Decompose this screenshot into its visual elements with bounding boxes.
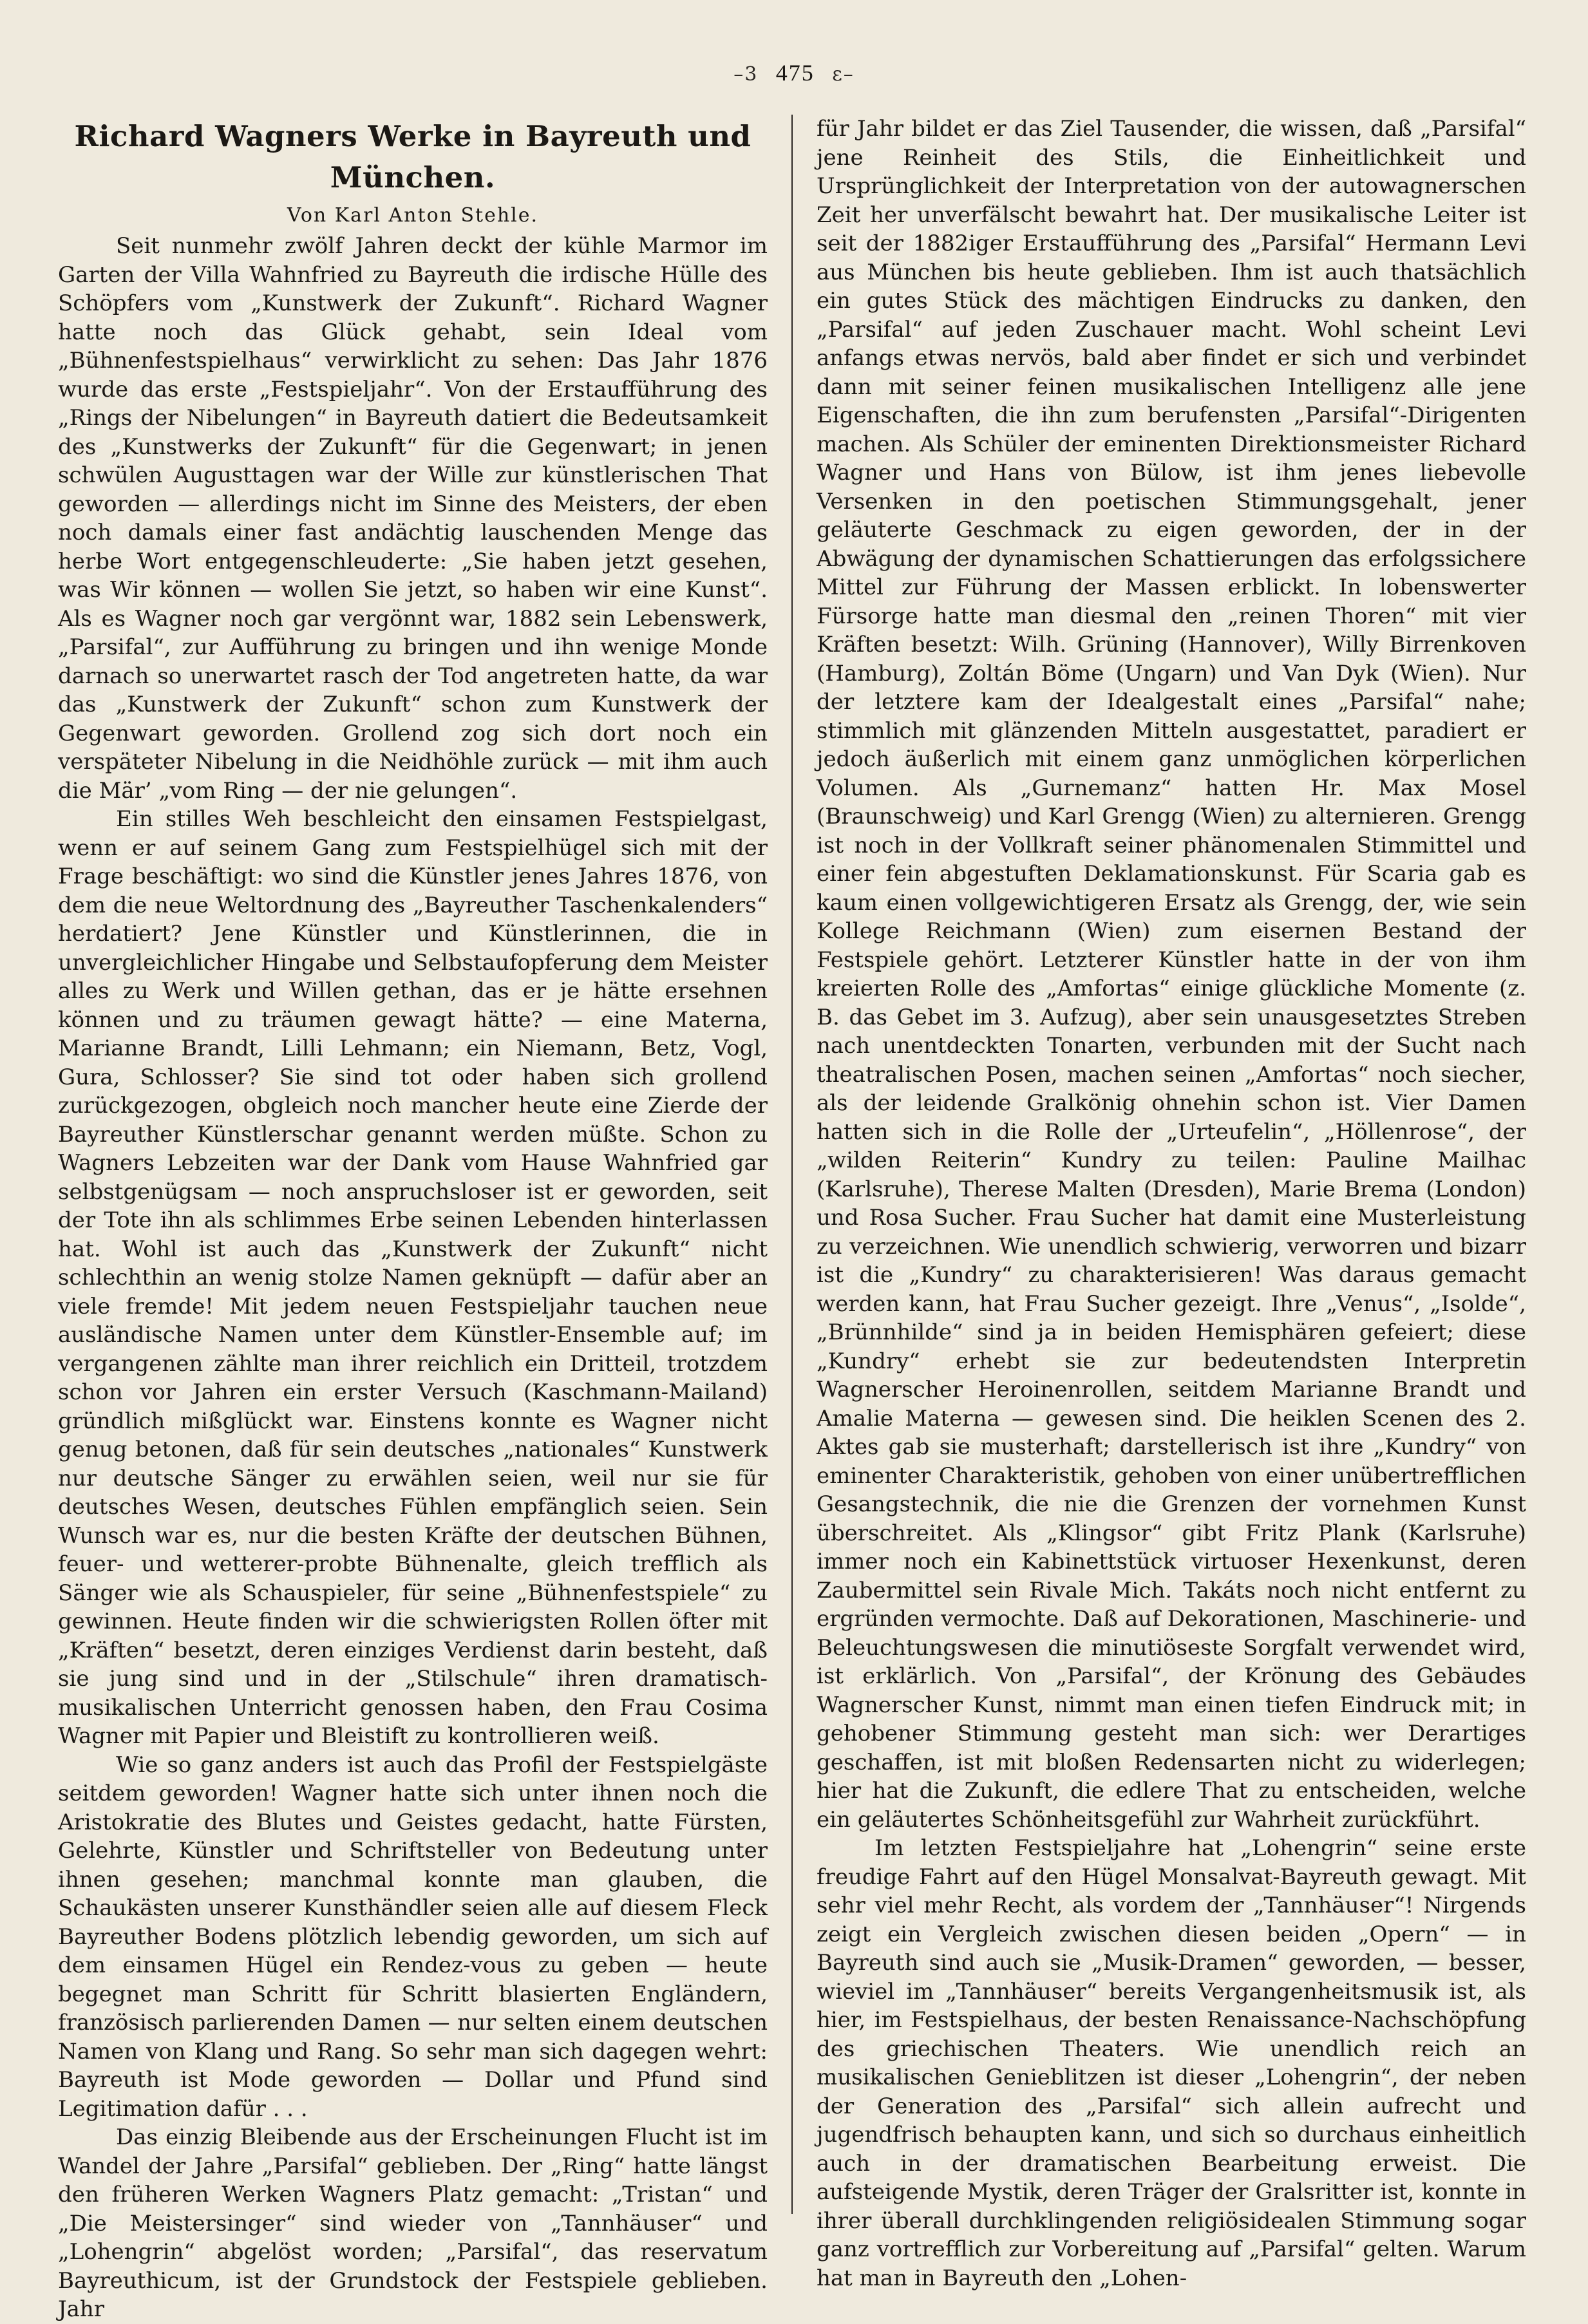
paragraph: Das einzig Bleibende aus der Erscheinungen Flucht ist im Wandel der Jahre „Parsifal“ geblieben. Der „Ring“ hatte längst den früheren Werken Wagners Platz gemacht: „Tristan“ und „Die Meistersinger“ sind wieder von „Tannhäuser“ und „Lohengrin“ abgelöst worden; „Parsifal“, das reservatum Bayreuthicum, ist der Grundstock der Festspiele geblieben. Jahr	[58, 2124, 768, 2322]
right-ornament: ɛ–	[832, 63, 855, 86]
left-column	[58, 115, 768, 2324]
paragraph: Wie so ganz anders ist auch das Profil der Festspielgäste seitdem geworden! Wagner hatte sich unter ihnen noch die Aristokratie des Blutes und Geistes gedacht, hatte Fürsten, Gelehrte, Künstler und Schriftsteller von Bedeutung unter ihnen gesehen; manchmal konnte man glauben, die Schaukästen unserer Kunsthändler seien alle auf diesem Fleck Bayreuther Bodens plötzlich lebendig geworden, um sich auf dem einsamen Hügel ein Rendez-vous zu geben — heute begegnet man Schritt für Schritt blasierten Engländern, französisch parlierenden Damen — nur selten einem deutschen Namen von Klang und Rang. So sehr man sich dagegen wehrt: Bayreuth ist Mode geworden — Dollar und Pfund sind Legitimation dafür . . .	[58, 1752, 768, 2122]
page-header	[0, 59, 1588, 86]
column-divider	[791, 115, 793, 2214]
paragraph: Ein stilles Weh beschleicht den einsamen Festspielgast, wenn er auf seinem Gang zum Festspielhügel sich mit der Frage beschäftigt: wo sind die Künstler jenes Jahres 1876, von dem die neue Weltordnung des „Bayreuther Taschenkalenders“ herdatiert? Jene Künstler und Künstlerinnen, die in unvergleichlicher Hingabe und Selbstaufopferung dem Meister alles zu Werk und Willen gethan, das er je hätte ersehnen können und zu träumen gewagt hätte? — eine Materna, Marianne Brandt, Lilli Lehmann; ein Niemann, Betz, Vogl, Gura, Schlosser? Sie sind tot oder haben sich grollend zurückgezogen, obgleich noch mancher heute eine Zierde der Bayreuther Künstlerschar genannt werden müßte. Schon zu Wagners Lebzeiten war der Dank vom Hause Wahnfried gar selbstgenügsam — noch anspruchsloser ist er geworden, seit der Tote ihn als schlimmes Erbe seinen Lebenden hinterlassen hat. Wohl ist auch das „Kunstwerk der Zukunft“ nicht schlechthin an wenig stolze Namen geknüpft — dafür aber an viele fremde! Mit jedem neuen Festspieljahr tauchen neue ausländische Namen unter dem Künstler-Ensemble auf; im vergangenen zählte man ihrer reichlich ein Dritteil, trotzdem schon vor Jahren ein erster Versuch (Kaschmann-Mailand) gründlich mißglückt war. Einstens konnte es Wagner nicht genug betonen, daß für sein deutsches „nationales“ Kunstwerk nur deutsche Sänger zu erwählen seien, weil nur sie für deutsches Wesen, deutsches Fühlen empfänglich seien. Sein Wunsch war es, nur die besten Kräfte der deutschen Bühnen, feuer- und wetterer-probte Bühnenalte, gleich trefflich als Sänger wie als Schauspieler, für seine „Bühnenfestspiele“ zu gewinnen. Heute finden wir die schwierigsten Rollen öfter mit „Kräften“ besetzt, deren einziges Verdienst darin besteht, daß sie jung sind und in der „Stilschule“ ihren dramatisch-musikalischen Unterricht genossen haben, den Frau Cosima Wagner mit Papier und Bleistift zu kontrollieren weiß.	[58, 806, 768, 1749]
paragraph: für Jahr bildet er das Ziel Tausender, die wissen, daß „Parsifal“ jene Reinheit des Stils, die Einheitlichkeit und Ursprünglichkeit der Interpretation von der autowagnerschen Zeit her unverfälscht bewahrt hat. Der musikalische Leiter ist seit der 1882iger Erstaufführung des „Parsifal“ Hermann Levi aus München bis heute geblieben. Ihm ist auch thatsächlich ein gutes Stück des mächtigen Eindrucks zu danken, den „Parsifal“ auf jeden Zuschauer macht. Wohl scheint Levi anfangs etwas nervös, bald aber findet er sich und verbindet dann mit seiner feinen musikalischen Intelligenz alle jene Eigenschaften, die ihn zum berufensten „Parsifal“-Dirigenten machen. Als Schüler der eminenten Direktionsmeister Richard Wagner und Hans von Bülow, ist ihm jenes liebevolle Versenken in den poetischen Stimmungsgehalt, jener geläuterte Geschmack zu eigen geworden, der in der Abwägung der dynamischen Schattierungen das erfolgssichere Mittel zur Führung der Massen erblickt. In lobenswerter Fürsorge hatte man diesmal den „reinen Thoren“ mit vier Kräften besetzt: Wilh. Grüning (Hannover), Willy Birrenkoven (Hamburg), Zoltán Böme (Ungarn) und Van Dyk (Wien). Nur der letztere kam der Idealgestalt eines „Parsifal“ nahe; stimmlich mit glänzenden Mitteln ausgestattet, paradiert er jedoch äußerlich mit einem ganz unmöglichen körperlichen Volumen. Als „Gurnemanz“ hatten Hr. Max Mosel (Braunschweig) und Karl Grengg (Wien) zu alternieren. Grengg ist noch in der Vollkraft seiner phänomenalen Stimmittel und einer fein abgestuften Deklamationskunst. Für Scaria gab es kaum einen vollgewichtigeren Ersatz als Grengg, der, wie sein Kollege Reichmann (Wien) zum eisernen Bestand der Festspiele gehört. Letzterer Künstler hatte in der von ihm kreierten Rolle des „Amfortas“ einige glückliche Momente (z. B. das Gebet im 3. Aufzug), aber sein unausgesetztes Streben nach unentdeckten Tonarten, verbunden mit der Sucht nach theatralischen Posen, machen seinen „Amfortas“ noch siecher, als der leidende Gralkönig ohnehin schon ist. Vier Damen hatten sich in die Rolle der „Urteufelin“, „Höllenrose“, der „wilden Reiterin“ Kundry zu teilen: Pauline Mailhac (Karlsruhe), Therese Malten (Dresden), Marie Brema (London) und Rosa Sucher. Frau Sucher hat damit eine Musterleistung zu verzeichnen. Wie unendlich schwierig, verworren und bizarr ist die „Kundry“ zu charakterisieren! Was daraus gemacht werden kann, hat Frau Sucher gezeigt. Ihre „Venus“, „Isolde“, „Brünnhilde“ sind ja in beiden Hemisphären gefeiert; diese „Kundry“ erhebt sie zur bedeutendsten Interpretin Wagnerscher Heroinenrollen, seitdem Marianne Brandt und Amalie Materna — gewesen sind. Die heiklen Scenen des 2. Aktes gab sie musterhaft; darstellerisch ist ihre „Kundry“ von eminenter Charakteristik, gehoben von einer unübertrefflichen Gesangstechnik, die nie die Grenzen der vornehmen Kunst überschreitet. Als „Klingsor“ gibt Fritz Plank (Karlsruhe) immer noch ein Kabinettstück virtuoser Hexenkunst, deren Zaubermittel sein Rivale Mich. Takáts noch nicht entfernt zu ergründen vermochte. Daß auf Dekorationen, Maschinerie- und Beleuchtungswesen die minutiöseste Sorgfalt verwendet wird, ist erklärlich. Von „Parsifal“, der Krönung des Gebäudes Wagnerscher Kunst, nimmt man einen tiefen Eindruck mit; in gehobener Stimmung gesteht man sich: wer Derartiges geschaffen, ist mit bloßen Redensarten nicht zu widerlegen; hier hat die Zukunft, die edlere That zu entscheiden, welche ein geläutertes Schönheitsgefühl zur Wahrheit zurückführt.	[817, 116, 1526, 1833]
paragraph: Seit nunmehr zwölf Jahren deckt der kühle Marmor im Garten der Villa Wahnfried zu Bayreuth die irdische Hülle des Schöpfers vom „Kunstwerk der Zukunft“. Richard Wagner hatte noch das Glück gehabt, sein Ideal vom „Bühnenfestspielhaus“ verwirklicht zu sehen: Das Jahr 1876 wurde das erste „Festspieljahr“. Von der Erstaufführung des „Rings der Nibelungen“ in Bayreuth datiert die Bedeutsamkeit des „Kunstwerks der Zukunft“ für die Gegenwart; in jenen schwülen Augusttagen war der Wille zur künstlerischen That geworden — allerdings nicht im Sinne des Meisters, der eben noch damals einer fast andächtig lauschenden Menge das herbe Wort entgegenschleuderte: „Sie haben jetzt gesehen, was Wir können — wollen Sie jetzt, so haben wir eine Kunst“. Als es Wagner noch gar vergönnt war, 1882 sein Lebenswerk, „Parsifal“, zur Aufführung zu bringen und ihn wenige Monde darnach so unerwartet rasch der Tod angetreten hatte, da war das „Kunstwerk der Zukunft“ schon zum Kunstwerk der Gegenwart geworden. Grollend zog sich dort noch ein verspäteter Nibelung in die Neidhöhle zurück — mit ihm auch die Mär’ „vom Ring — der nie gelungen“.	[58, 233, 768, 804]
article-title: Richard Wagners Werke in Bayreuth und München.	[74, 119, 751, 194]
right-column	[817, 115, 1526, 2292]
page-number: 475	[775, 60, 815, 86]
paragraph: Im letzten Festspieljahre hat „Lohengrin“ seine erste freudige Fahrt auf den Hügel Monsalvat-Bayreuth gewagt. Mit sehr viel mehr Recht, als vordem der „Tannhäuser“! Nirgends zeigt ein Vergleich zwischen diesen beiden „Opern“ — in Bayreuth sind auch sie „Musik-Dramen“ geworden, — besser, wieviel im „Tannhäuser“ bereits Vergangenheitsmusik ist, als hier, im Festspielhaus, der besten Renaissance-Nachschöpfung des griechischen Theaters. Wie unendlich reich an musikalischen Genieblitzen ist dieser „Lohengrin“, der neben der Generation des „Parsifal“ sich allein aufrecht und jugendfrisch behaupten kann, und sich so durchaus einheitlich auch in der dramatischen Bearbeitung erweist. Die aufsteigende Mystik, deren Träger der Gralsritter ist, konnte in ihrer überall durchklingenden religiösidealen Stimmung sogar ganz vortrefflich zur Vorbereitung auf „Parsifal“ gelten. Warum hat man in Bayreuth den „Lohen-	[817, 1835, 1526, 2291]
left-ornament: –3	[733, 63, 759, 86]
article-byline: Von Karl Anton Stehle.	[287, 204, 539, 227]
